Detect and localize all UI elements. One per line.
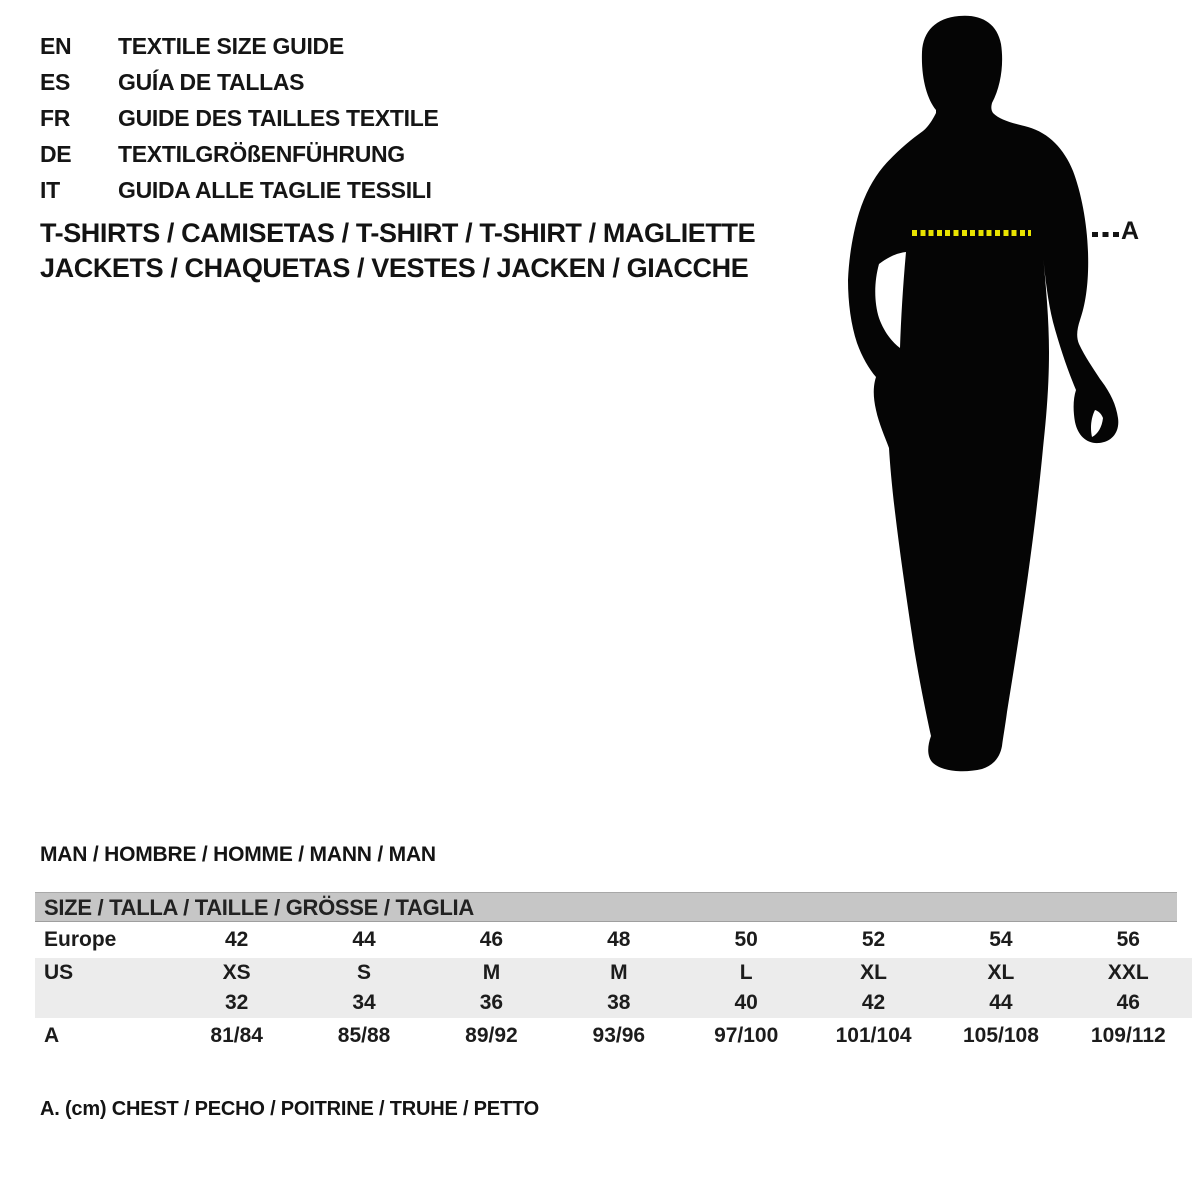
size-cell: S	[357, 961, 372, 984]
size-cell: 85/88	[337, 1024, 391, 1047]
table-row-europe	[35, 922, 1192, 958]
measurement-footnote: A. (cm) CHEST / PECHO / POITRINE / TRUHE / PETTO	[40, 1098, 539, 1120]
lang-code: ES	[40, 68, 71, 95]
table-row-chest-cm	[35, 1018, 1192, 1054]
size-cell: 101/104	[835, 1024, 912, 1047]
size-cell: 32	[225, 991, 249, 1014]
size-cell: 56	[1116, 928, 1140, 951]
table-row-us-numeric	[35, 988, 1192, 1018]
size-cell: 42	[861, 991, 886, 1014]
row-label: US	[44, 961, 74, 984]
man-silhouette	[840, 10, 1140, 780]
lang-row-de	[40, 136, 439, 172]
size-cell: 97/100	[714, 1024, 779, 1047]
table-row-us	[35, 958, 1192, 988]
size-cell: M	[482, 961, 501, 984]
size-cell: XS	[222, 961, 251, 984]
guide-title: GUÍA DE TALLAS	[118, 68, 305, 95]
guide-title: GUIDE DES TAILLES TEXTILE	[118, 104, 439, 131]
lang-code: EN	[40, 32, 72, 59]
lang-row-es	[40, 64, 439, 100]
size-cell: 48	[607, 928, 631, 951]
size-cell: 89/92	[465, 1024, 518, 1047]
category-line-jackets: JACKETS / CHAQUETAS / VESTES / JACKEN / GIACCHE	[40, 253, 749, 283]
lang-row-it	[40, 172, 439, 208]
size-table-header: SIZE / TALLA / TAILLE / GRÖSSE / TAGLIA	[35, 892, 1177, 922]
size-cell: 93/96	[592, 1024, 646, 1047]
size-cell: 34	[352, 991, 376, 1014]
size-cell: 109/112	[1090, 1024, 1166, 1047]
category-line-tshirts: T-SHIRTS / CAMISETAS / T-SHIRT / T-SHIRT / MAGLIETTE	[40, 218, 756, 248]
size-cell: XL	[987, 961, 1015, 984]
size-cell: XL	[860, 961, 887, 984]
section-heading-man: MAN / HOMBRE / HOMME / MANN / MAN	[40, 843, 436, 866]
guide-title: TEXTILE SIZE GUIDE	[118, 32, 344, 59]
size-cell: 38	[607, 991, 631, 1014]
size-cell: 36	[479, 991, 504, 1014]
chest-measure-dotted-line	[912, 230, 1031, 236]
measure-leader-line	[1092, 232, 1120, 237]
size-table	[35, 892, 1192, 1054]
lang-row-fr	[40, 100, 439, 136]
size-cell: 105/108	[962, 1024, 1039, 1047]
row-label: A	[44, 1024, 60, 1047]
guide-title: GUIDA ALLE TAGLIE TESSILI	[118, 176, 432, 203]
size-cell: 46	[1116, 991, 1140, 1014]
size-cell: 81/84	[210, 1024, 263, 1047]
lang-code: FR	[40, 104, 71, 131]
lang-code: DE	[40, 140, 72, 167]
garment-categories	[40, 216, 755, 286]
size-cell: XXL	[1107, 961, 1149, 984]
size-cell: L	[739, 961, 753, 984]
size-cell: 54	[989, 928, 1013, 951]
size-cell: 42	[225, 928, 249, 951]
size-cell: 50	[734, 928, 758, 951]
size-cell: 44	[989, 991, 1013, 1014]
lang-row-en	[40, 28, 439, 64]
size-cell: 46	[479, 928, 504, 951]
size-cell: 40	[734, 991, 758, 1014]
size-cell: 44	[352, 928, 376, 951]
measure-label-a: A	[1121, 217, 1140, 245]
language-title-list	[40, 28, 439, 208]
guide-title: TEXTILGRÖßENFÜHRUNG	[118, 140, 405, 167]
lang-code: IT	[40, 176, 60, 203]
row-label: Europe	[44, 928, 117, 951]
size-cell: 52	[861, 928, 886, 951]
size-cell: M	[610, 961, 628, 984]
